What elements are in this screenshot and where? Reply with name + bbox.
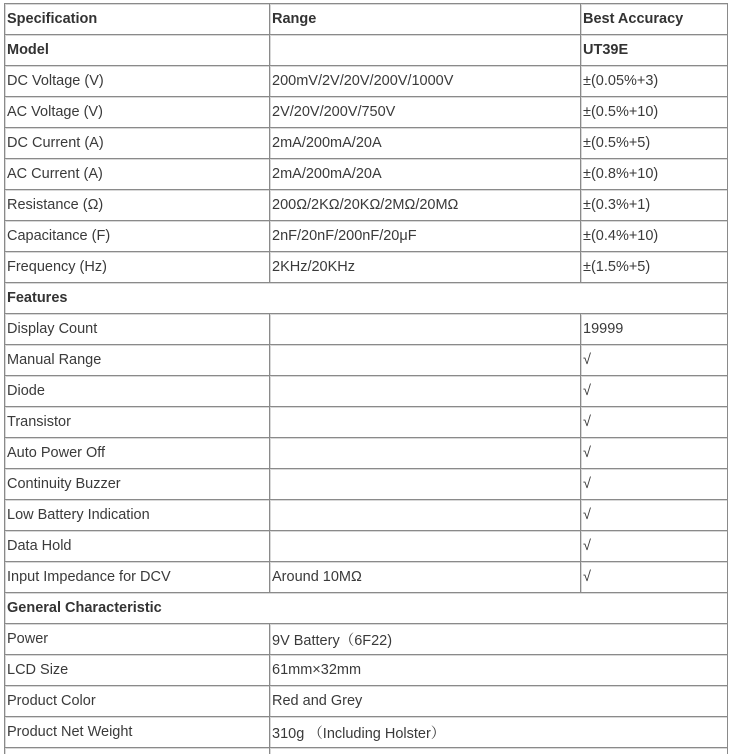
feature-row bbox=[5, 562, 728, 593]
feature-name: Continuity Buzzer bbox=[5, 469, 270, 500]
feature-range bbox=[270, 438, 581, 469]
feature-check: √ bbox=[581, 407, 728, 438]
header-best-accuracy: Best Accuracy bbox=[581, 4, 728, 35]
feature-range bbox=[270, 469, 581, 500]
general-name: LCD Size bbox=[5, 655, 270, 686]
header-specification: Specification bbox=[5, 4, 270, 35]
spec-name: DC Current (A) bbox=[5, 128, 270, 159]
spec-row bbox=[5, 252, 728, 283]
spec-row bbox=[5, 97, 728, 128]
feature-range bbox=[270, 345, 581, 376]
feature-check: √ bbox=[581, 469, 728, 500]
general-value: Red and Grey bbox=[270, 686, 728, 717]
general-row bbox=[5, 624, 728, 655]
feature-check: √ bbox=[581, 345, 728, 376]
spec-accuracy: ±(0.3%+1) bbox=[581, 190, 728, 221]
general-name: Power bbox=[5, 624, 270, 655]
general-value: 9V Battery（6F22) bbox=[270, 624, 728, 655]
feature-name: Data Hold bbox=[5, 531, 270, 562]
header-range: Range bbox=[270, 4, 581, 35]
feature-range bbox=[270, 407, 581, 438]
spec-name: AC Voltage (V) bbox=[5, 97, 270, 128]
spec-range: 2mA/200mA/20A bbox=[270, 128, 581, 159]
feature-row bbox=[5, 407, 728, 438]
partial-cell bbox=[5, 748, 270, 754]
feature-name: Input Impedance for DCV bbox=[5, 562, 270, 593]
feature-name: Manual Range bbox=[5, 345, 270, 376]
spec-range: 200mV/2V/20V/200V/1000V bbox=[270, 66, 581, 97]
feature-check: √ bbox=[581, 562, 728, 593]
feature-range bbox=[270, 531, 581, 562]
spec-row bbox=[5, 190, 728, 221]
feature-check: √ bbox=[581, 438, 728, 469]
spec-accuracy: ±(1.5%+5) bbox=[581, 252, 728, 283]
spec-row bbox=[5, 128, 728, 159]
spec-name: DC Voltage (V) bbox=[5, 66, 270, 97]
spec-range: 2nF/20nF/200nF/20μF bbox=[270, 221, 581, 252]
feature-range bbox=[270, 500, 581, 531]
general-row bbox=[5, 717, 728, 748]
spec-name: Frequency (Hz) bbox=[5, 252, 270, 283]
spec-accuracy: ±(0.05%+3) bbox=[581, 66, 728, 97]
feature-row bbox=[5, 438, 728, 469]
model-value: UT39E bbox=[581, 35, 728, 66]
spec-name: Capacitance (F) bbox=[5, 221, 270, 252]
general-section-title: General Characteristic bbox=[5, 593, 728, 624]
feature-range bbox=[270, 376, 581, 407]
model-label: Model bbox=[5, 35, 270, 66]
features-section-row bbox=[5, 283, 728, 314]
spec-row bbox=[5, 66, 728, 97]
spec-row bbox=[5, 221, 728, 252]
feature-check: √ bbox=[581, 500, 728, 531]
spec-range: 2V/20V/200V/750V bbox=[270, 97, 581, 128]
feature-row bbox=[5, 376, 728, 407]
features-section-title: Features bbox=[5, 283, 728, 314]
general-row bbox=[5, 686, 728, 717]
specification-table bbox=[4, 3, 728, 754]
feature-check: √ bbox=[581, 531, 728, 562]
feature-range bbox=[270, 314, 581, 345]
partial-row bbox=[5, 748, 728, 754]
general-value: 61mm×32mm bbox=[270, 655, 728, 686]
spec-name: Resistance (Ω) bbox=[5, 190, 270, 221]
spec-range: 2mA/200mA/20A bbox=[270, 159, 581, 190]
spec-range: 2KHz/20KHz bbox=[270, 252, 581, 283]
spec-accuracy: ±(0.5%+10) bbox=[581, 97, 728, 128]
spec-range: 200Ω/2KΩ/20KΩ/2MΩ/20MΩ bbox=[270, 190, 581, 221]
feature-name: Transistor bbox=[5, 407, 270, 438]
feature-name: Diode bbox=[5, 376, 270, 407]
general-value: 310g （Including Holster） bbox=[270, 717, 728, 748]
header-row bbox=[5, 4, 728, 35]
spec-name: AC Current (A) bbox=[5, 159, 270, 190]
general-name: Product Net Weight bbox=[5, 717, 270, 748]
spec-accuracy: ±(0.5%+5) bbox=[581, 128, 728, 159]
feature-row bbox=[5, 469, 728, 500]
feature-check: √ bbox=[581, 376, 728, 407]
spec-accuracy: ±(0.8%+10) bbox=[581, 159, 728, 190]
feature-row bbox=[5, 531, 728, 562]
general-row bbox=[5, 655, 728, 686]
general-section-row bbox=[5, 593, 728, 624]
model-range-empty bbox=[270, 35, 581, 66]
spec-row bbox=[5, 159, 728, 190]
feature-row bbox=[5, 500, 728, 531]
general-name: Product Color bbox=[5, 686, 270, 717]
feature-value: 19999 bbox=[581, 314, 728, 345]
feature-name: Low Battery Indication bbox=[5, 500, 270, 531]
partial-cell bbox=[270, 748, 728, 754]
feature-row bbox=[5, 345, 728, 376]
feature-name: Auto Power Off bbox=[5, 438, 270, 469]
feature-name: Display Count bbox=[5, 314, 270, 345]
spec-accuracy: ±(0.4%+10) bbox=[581, 221, 728, 252]
feature-range: Around 10MΩ bbox=[270, 562, 581, 593]
feature-row bbox=[5, 314, 728, 345]
model-row bbox=[5, 35, 728, 66]
